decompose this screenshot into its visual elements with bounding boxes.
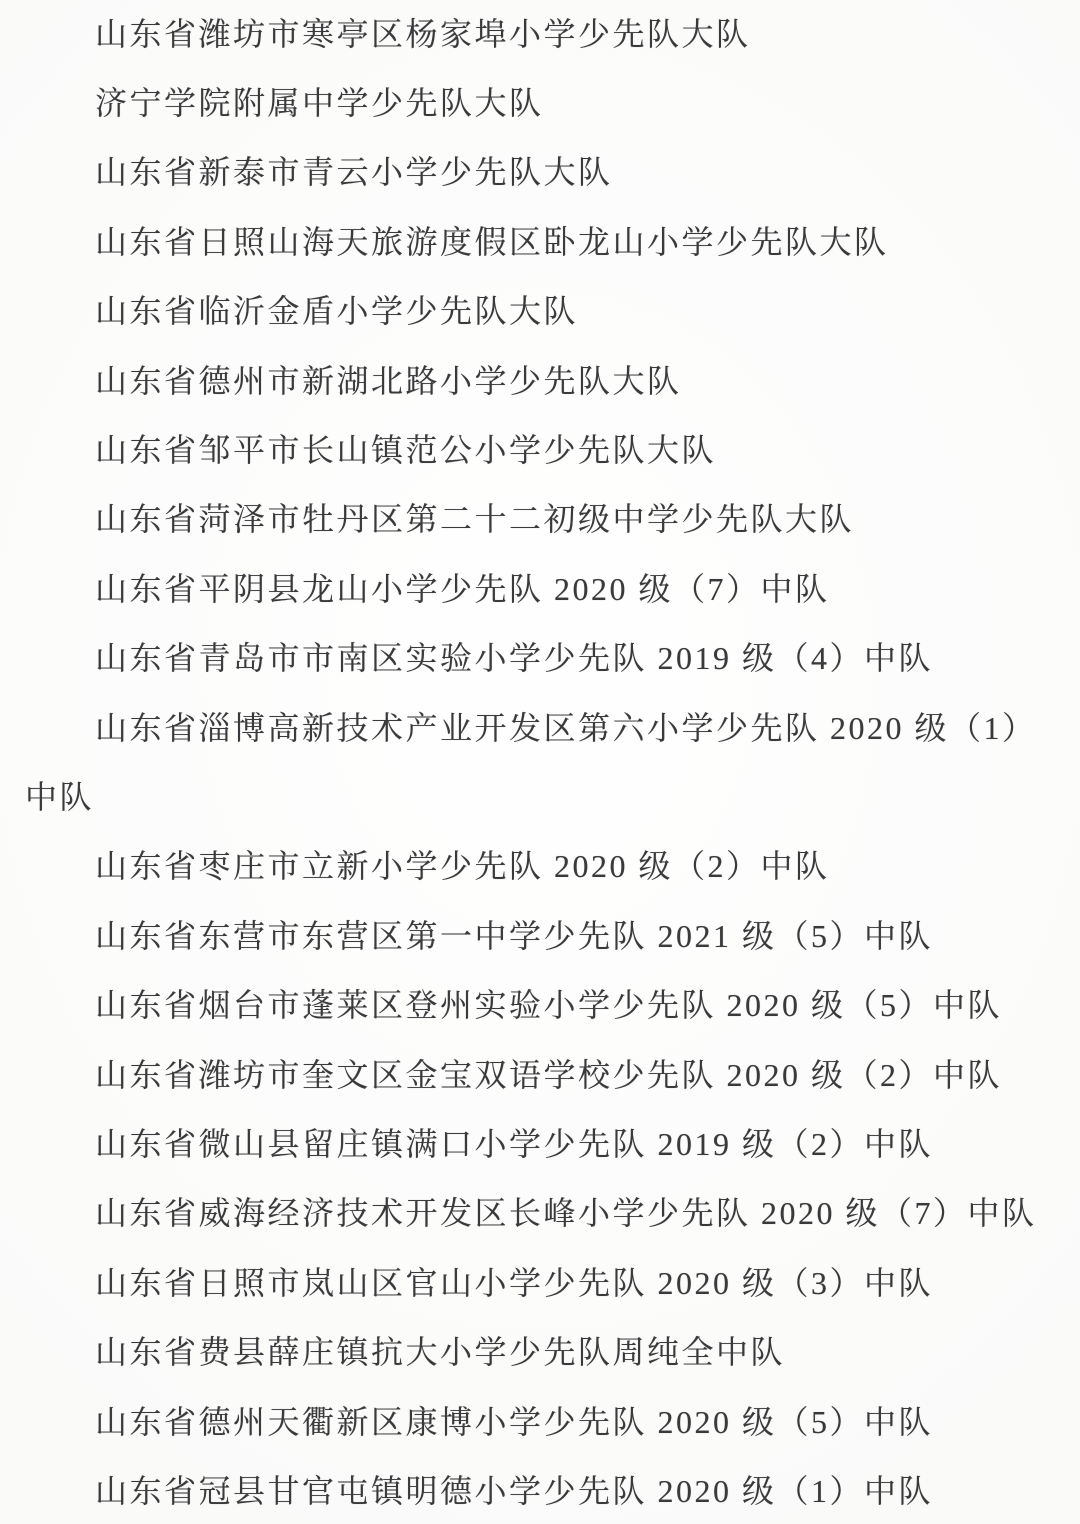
document-line: 山东省淄博高新技术产业开发区第六小学少先队 2020 级（1）: [95, 709, 1037, 746]
document-line: 山东省潍坊市奎文区金宝双语学校少先队 2020 级（2）中队: [95, 1056, 1003, 1093]
document-line: 山东省青岛市市南区实验小学少先队 2019 级（4）中队: [95, 640, 934, 677]
document-line: 山东省威海经济技术开发区长峰小学少先队 2020 级（7）中队: [95, 1195, 1037, 1232]
document-line: 山东省日照山海天旅游度假区卧龙山小学少先队大队: [95, 223, 889, 260]
document-line: 山东省平阴县龙山小学少先队 2020 级（7）中队: [95, 570, 830, 607]
document-line: 山东省冠县甘官屯镇明德小学少先队 2020 级（1）中队: [95, 1472, 934, 1509]
document-line: 山东省邹平市长山镇范公小学少先队大队: [95, 432, 717, 469]
document-line: 山东省潍坊市寒亭区杨家埠小学少先队大队: [95, 15, 751, 52]
document-line: 中队: [25, 778, 95, 815]
document-line: 济宁学院附属中学少先队大队: [95, 85, 544, 122]
document-line: 山东省德州天衢新区康博小学少先队 2020 级（5）中队: [95, 1403, 934, 1440]
document-line: 山东省新泰市青云小学少先队大队: [95, 154, 613, 191]
document-line: 山东省枣庄市立新小学少先队 2020 级（2）中队: [95, 848, 830, 885]
document-line: 山东省东营市东营区第一中学少先队 2021 级（5）中队: [95, 917, 934, 954]
document-line: 山东省日照市岚山区官山小学少先队 2020 级（3）中队: [95, 1264, 934, 1301]
document-line: 山东省费县薛庄镇抗大小学少先队周纯全中队: [95, 1334, 786, 1371]
document-line: 山东省菏泽市牡丹区第二十二初级中学少先队大队: [95, 501, 855, 538]
document-line: 山东省烟台市蓬莱区登州实验小学少先队 2020 级（5）中队: [95, 987, 1003, 1024]
document-line: 山东省德州市新湖北路小学少先队大队: [95, 362, 682, 399]
document-line: 山东省临沂金盾小学少先队大队: [95, 293, 579, 330]
document-line: 山东省微山县留庄镇满口小学少先队 2019 级（2）中队: [95, 1125, 934, 1162]
